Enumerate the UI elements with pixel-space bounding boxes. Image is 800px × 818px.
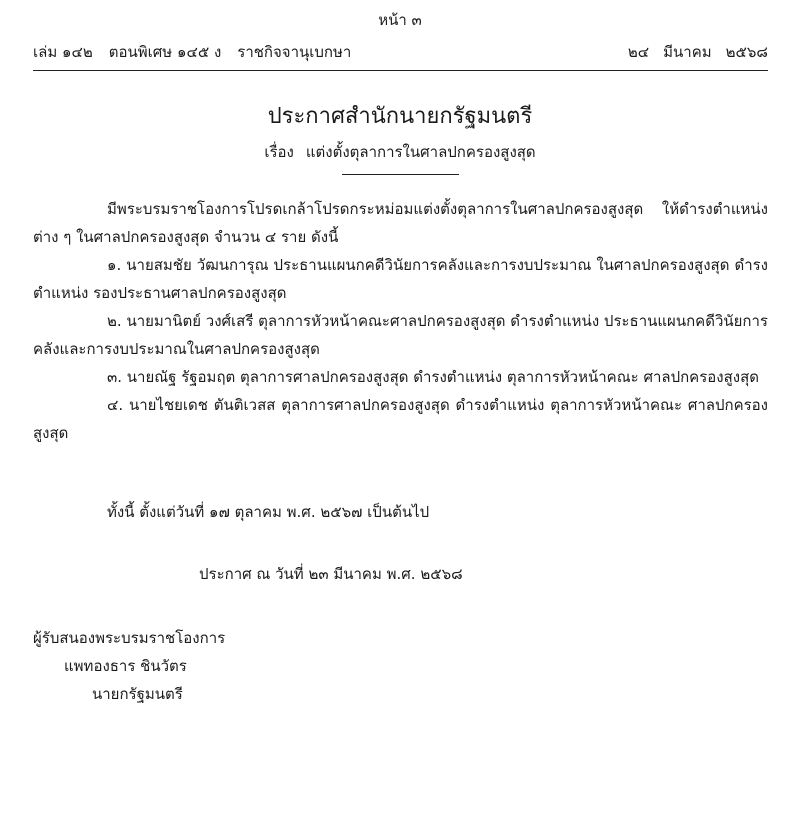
date-month: มีนาคม <box>663 43 712 61</box>
paragraph-intro: มีพระบรมราชโองการโปรดเกล้าโปรดกระหม่อมแต่งตั้งตุลาการในศาลปกครองสูงสุด ให้ดำรงตำแหน่งต่าง ๆ ในศาลปกครองสูงสุด จำนวน ๔ ราย ดังนี้ <box>33 200 768 246</box>
given-date: ประกาศ ณ วันที่ ๒๓ มีนาคม พ.ศ. ๒๕๖๘ <box>199 565 463 583</box>
paragraph-item-2: ๒. นายมานิตย์ วงศ์เสรี ตุลาการหัวหน้าคณะศาลปกครองสูงสุด ดำรงตำแหน่ง ประธานแผนกคดีวินัยการคลังและการงบประมาณในศาลปกครองสูงสุด <box>33 312 768 358</box>
signatory-position: นายกรัฐมนตรี <box>92 685 183 703</box>
paragraph-item-4: ๔. นายไชยเดช ตันติเวสส ตุลาการศาลปกครองสูงสุด ดำรงตำแหน่ง ตุลาการหัวหน้าคณะ ศาลปกครองสูงสุด <box>33 396 768 442</box>
title-divider <box>342 174 459 175</box>
announcement-body <box>33 195 768 447</box>
signatory-name: แพทองธาร ชินวัตร <box>64 657 187 675</box>
paragraph-item-3: ๓. นายณัฐ รัฐอมฤต ตุลาการศาลปกครองสูงสุด ดำรงตำแหน่ง ตุลาการหัวหน้าคณะ ศาลปกครองสูงสุด <box>107 368 759 386</box>
subject-text: แต่งตั้งตุลาการในศาลปกครองสูงสุด <box>305 143 536 161</box>
gazette-header <box>33 40 768 64</box>
date-day: ๒๔ <box>627 43 650 61</box>
volume-number: เล่ม ๑๔๒ <box>33 43 93 61</box>
effective-date: ทั้งนี้ ตั้งแต่วันที่ ๑๗ ตุลาคม พ.ศ. ๒๕๖๗ เป็นต้นไป <box>107 503 430 521</box>
subject-label: เรื่อง <box>264 143 294 161</box>
header-divider <box>33 70 768 71</box>
gazette-name: ราชกิจจานุเบกษา <box>237 43 352 61</box>
announcement-subject <box>0 140 800 164</box>
paragraph-item-1: ๑. นายสมชัย วัฒนการุณ ประธานแผนกคดีวินัยการคลังและการงบประมาณ ในศาลปกครองสูงสุด ดำรงตำแหน่ง รองประธานศาลปกครองสูงสุด <box>33 256 768 302</box>
special-section: ตอนพิเศษ ๑๔๕ ง <box>108 43 222 61</box>
page-number: หน้า ๓ <box>378 11 422 29</box>
announcement-title: ประกาศสำนักนายกรัฐมนตรี <box>267 104 533 129</box>
header-left <box>33 40 367 64</box>
header-date <box>614 40 768 64</box>
countersignature-label: ผู้รับสนองพระบรมราชโองการ <box>33 629 226 647</box>
date-year: ๒๕๖๘ <box>725 43 768 61</box>
